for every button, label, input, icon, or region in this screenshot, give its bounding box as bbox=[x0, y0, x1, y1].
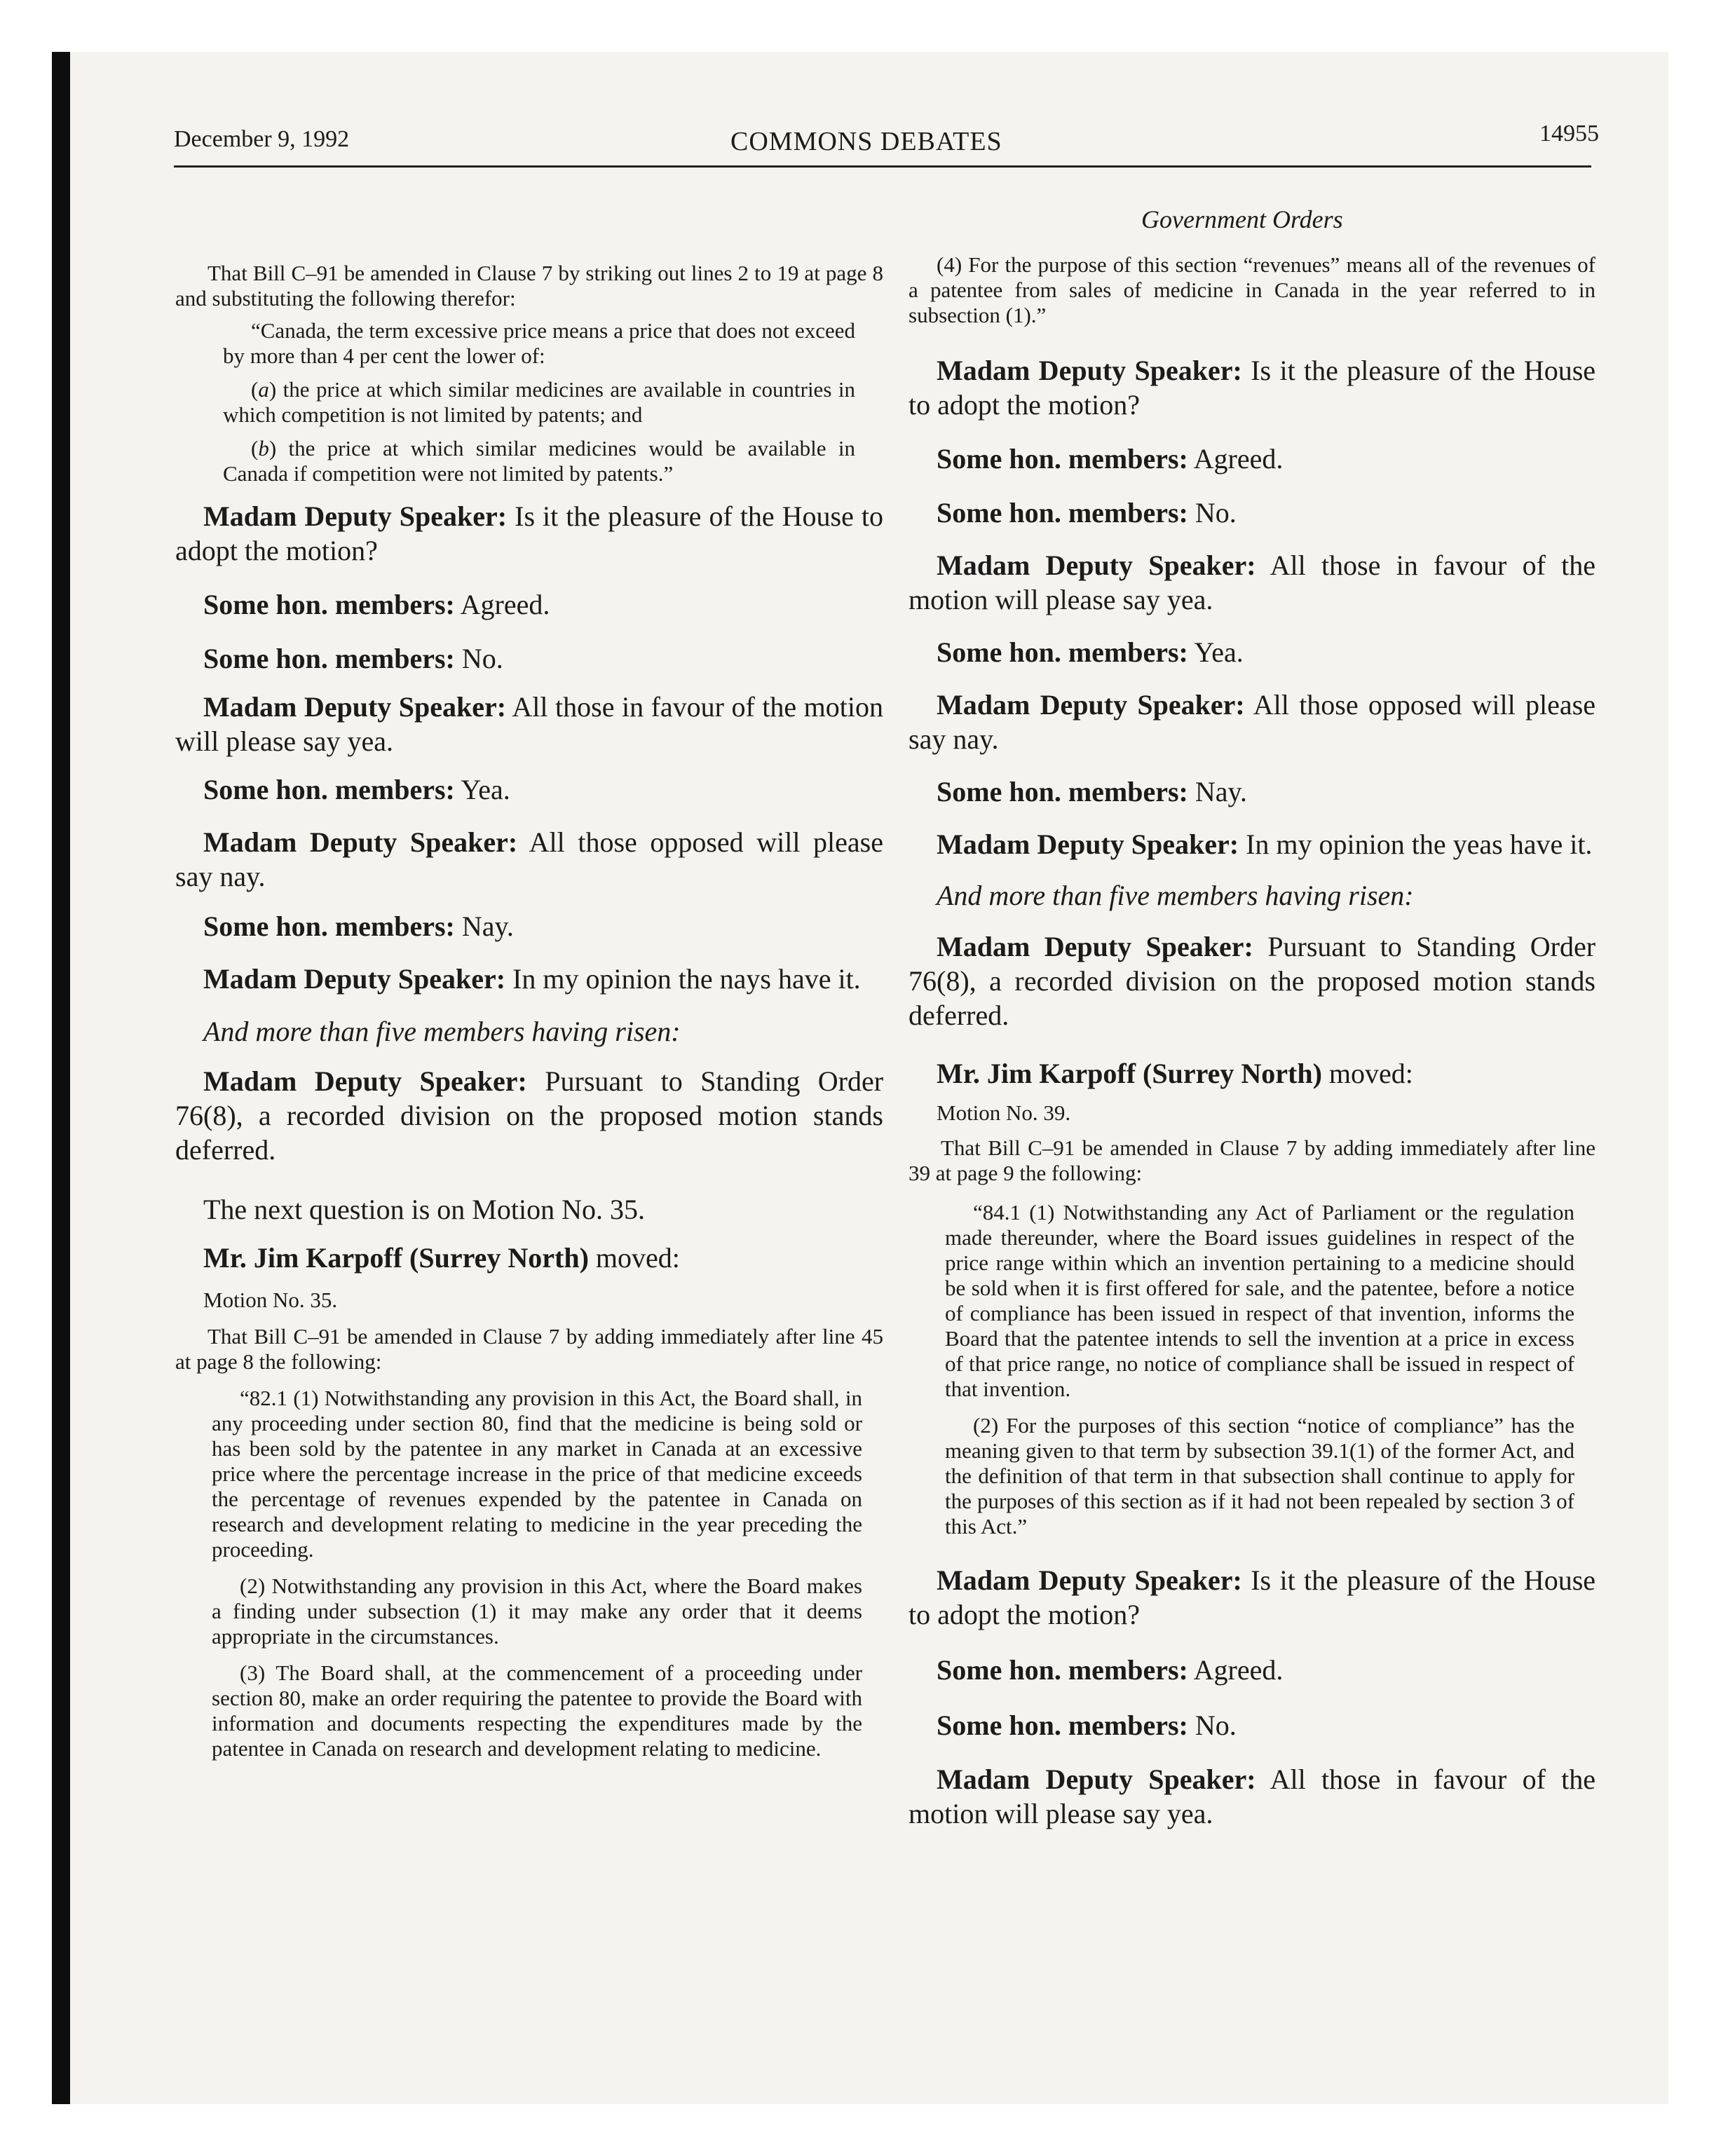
speech bbox=[909, 1762, 1595, 1831]
quoted-text: (3) The Board shall, at the commencement of a proceeding under section 80, make an order requiring the patentee to provide the Board with information and documents respecting the expenditures made by the patentee in Canada on research and development relating to medicine. bbox=[212, 1660, 862, 1761]
speaker-name: Some hon. members: bbox=[203, 589, 455, 620]
speaker-name: Madam Deputy Speaker: bbox=[937, 550, 1256, 581]
item-text: the price at which similar medicines would be available in Canada if competition were not limited by patents.” bbox=[223, 436, 856, 486]
speaker-name: Some hon. members: bbox=[203, 910, 455, 942]
speaker-name: Some hon. members: bbox=[203, 643, 455, 674]
speaker-name: Some hon. members: bbox=[937, 1654, 1188, 1686]
stage-direction: And more than five members having risen: bbox=[937, 880, 1414, 911]
quoted-text: “84.1 (1) Notwithstanding any Act of Parliament or the regulation made thereunder, where the Board issues guidelines in respect of the price range within which an invention pertaining to a medicine should be sold when it is first offered for sale, and the patentee, before a notice of compliance has been issued in respect of that invention, informs the Board that the patentee intends to sell the invention at a price in excess of that price range, no notice of compliance shall be issued in respect of that invention. bbox=[945, 1200, 1574, 1401]
speech-text: All those opposed will please say nay. bbox=[175, 826, 883, 892]
header-rule bbox=[174, 165, 1591, 168]
header-date: December 9, 1992 bbox=[174, 126, 350, 152]
speech-text: All those in favour of the motion will please say yea. bbox=[909, 550, 1595, 615]
left-column bbox=[175, 252, 883, 1761]
speech bbox=[909, 929, 1595, 1032]
speech bbox=[909, 442, 1595, 476]
speaker-name: Madam Deputy Speaker: bbox=[937, 355, 1242, 386]
speech-text: Pursuant to Standing Order 76(8), a recorded division on the proposed motion stands deferred. bbox=[909, 931, 1596, 1031]
speech bbox=[909, 635, 1595, 669]
speech-text: All those opposed will please say nay. bbox=[909, 689, 1595, 755]
speech bbox=[909, 496, 1595, 530]
speaker-name: Madam Deputy Speaker: bbox=[937, 931, 1253, 962]
speech bbox=[909, 548, 1595, 617]
speaker-name: Mr. Jim Karpoff (Surrey North) bbox=[937, 1058, 1322, 1089]
speaker-name: Some hon. members: bbox=[203, 774, 455, 805]
header-page-number: 14955 bbox=[1539, 121, 1599, 146]
speech-text: In my opinion the nays have it. bbox=[512, 963, 861, 995]
speech-text: No. bbox=[461, 643, 503, 674]
section-heading: Government Orders bbox=[1141, 205, 1343, 233]
motion-number: Motion No. 35. bbox=[203, 1288, 338, 1312]
speech bbox=[909, 688, 1595, 756]
speech bbox=[175, 1064, 883, 1167]
speaker-name: Some hon. members: bbox=[937, 776, 1188, 807]
quoted-text: (4) For the purpose of this section “revenues” means all of the revenues of a patentee from sales of medicine in Canada in the year referred to in subsection (1).” bbox=[909, 252, 1595, 327]
speech bbox=[909, 1708, 1595, 1742]
scan-left-edge bbox=[52, 52, 70, 2104]
item-text: the price at which similar medicines are available in countries in which competition is not limited by patents; and bbox=[223, 377, 855, 427]
speech bbox=[175, 690, 883, 758]
speech-text: Agreed. bbox=[1193, 1654, 1284, 1686]
speaker-name: Madam Deputy Speaker: bbox=[937, 1763, 1256, 1795]
stage-direction: And more than five members having risen: bbox=[203, 1016, 681, 1047]
speech bbox=[909, 353, 1595, 422]
speech-text: Is it the pleasure of the House to adopt the motion? bbox=[909, 1564, 1596, 1630]
speech bbox=[175, 825, 883, 894]
speaker-name: Madam Deputy Speaker: bbox=[937, 689, 1245, 721]
speech-text: Yea. bbox=[1194, 636, 1244, 668]
speech-text: Nay. bbox=[461, 910, 514, 942]
speaker-name: Some hon. members: bbox=[937, 636, 1188, 668]
speaker-name: Madam Deputy Speaker: bbox=[203, 826, 518, 858]
speaker-name: Madam Deputy Speaker: bbox=[937, 828, 1239, 860]
speaker-name: Some hon. members: bbox=[937, 497, 1188, 528]
speech bbox=[909, 1653, 1595, 1687]
speech-text: moved: bbox=[1328, 1058, 1413, 1089]
speech-text: All those in favour of the motion will please say yea. bbox=[175, 691, 883, 757]
speech bbox=[909, 775, 1595, 809]
header-title: COMMONS DEBATES bbox=[730, 127, 1002, 156]
item-letter: b bbox=[258, 436, 269, 460]
speech bbox=[909, 827, 1595, 861]
motion-text: That Bill C–91 be amended in Clause 7 by striking out lines 2 to 19 at page 8 and substituting the following therefor: bbox=[175, 261, 883, 311]
speaker-name: Some hon. members: bbox=[937, 443, 1188, 475]
speech bbox=[175, 1241, 883, 1275]
speech-text: No. bbox=[1195, 1710, 1237, 1741]
quoted-text: (2) For the purposes of this section “notice of compliance” has the meaning given to that term by subsection 39.1(1) of the former Act, and the definition of that term in that subsection shall continue to apply for the purposes of this section as if it had not been repealed by section 3 of this Act.” bbox=[945, 1413, 1574, 1538]
next-question: The next question is on Motion No. 35. bbox=[203, 1194, 645, 1225]
speech-text: moved: bbox=[595, 1242, 680, 1274]
speaker-name: Madam Deputy Speaker: bbox=[203, 500, 508, 532]
quoted-text: “82.1 (1) Notwithstanding any provision in this Act, the Board shall, in any proceeding under section 80, find that the medicine is being sold or has been sold by the patentee in any market in Canada at an excessive price where the percentage increase in the price of that medicine exceeds the percentage of revenues expended by the patentee in Canada on research and development relating to medicine in the year preceding the proceeding. bbox=[212, 1386, 862, 1562]
speaker-name: Mr. Jim Karpoff (Surrey North) bbox=[203, 1242, 589, 1274]
motion-text: That Bill C–91 be amended in Clause 7 by adding immediately after line 45 at page 8 the following: bbox=[175, 1324, 883, 1374]
speech bbox=[909, 1056, 1595, 1091]
speech bbox=[909, 1563, 1595, 1632]
speech bbox=[175, 587, 883, 622]
quoted-text: (2) Notwithstanding any provision in this Act, where the Board makes a finding under subsection (1) it may make any order that it deems appropriate in the circumstances. bbox=[212, 1574, 862, 1649]
item-letter: a bbox=[258, 377, 269, 402]
speech-text: In my opinion the yeas have it. bbox=[1246, 828, 1593, 860]
motion-number: Motion No. 39. bbox=[937, 1100, 1071, 1125]
motion-text: That Bill C–91 be amended in Clause 7 by adding immediately after line 39 at page 9 the following: bbox=[909, 1135, 1595, 1185]
speech-text: Is it the pleasure of the House to adopt the motion? bbox=[909, 355, 1596, 421]
speaker-name: Some hon. members: bbox=[937, 1710, 1188, 1741]
speech bbox=[175, 499, 883, 568]
speaker-name: Madam Deputy Speaker: bbox=[203, 691, 507, 723]
speech bbox=[175, 641, 883, 676]
speaker-name: Madam Deputy Speaker: bbox=[203, 1065, 527, 1097]
right-column bbox=[909, 252, 1595, 1831]
speaker-name: Madam Deputy Speaker: bbox=[937, 1564, 1242, 1596]
quoted-item-b: (b) the price at which similar medicines would be available in Canada if competition were not limited by patents.” bbox=[223, 436, 856, 486]
speech bbox=[175, 962, 883, 996]
speech-text: No. bbox=[1195, 497, 1237, 528]
speech-text: Agreed. bbox=[460, 589, 550, 620]
speech-text: Yea. bbox=[461, 774, 510, 805]
quoted-item-a: (a) the price at which similar medicines are available in countries in which competition is not limited by patents; and bbox=[223, 377, 855, 427]
speech-text: Agreed. bbox=[1193, 443, 1284, 475]
quoted-text: “Canada, the term excessive price means a price that does not exceed by more than 4 per cent the lower of: bbox=[223, 318, 855, 368]
speech bbox=[175, 772, 883, 807]
speech-text: Pursuant to Standing Order 76(8), a recorded division on the proposed motion stands deferred. bbox=[175, 1065, 884, 1166]
speech-text: All those in favour of the motion will please say yea. bbox=[909, 1763, 1595, 1829]
speech-text: Is it the pleasure of the House to adopt the motion? bbox=[175, 500, 883, 566]
speech-text: Nay. bbox=[1195, 776, 1247, 807]
speaker-name: Madam Deputy Speaker: bbox=[203, 963, 506, 995]
speech bbox=[175, 909, 883, 943]
